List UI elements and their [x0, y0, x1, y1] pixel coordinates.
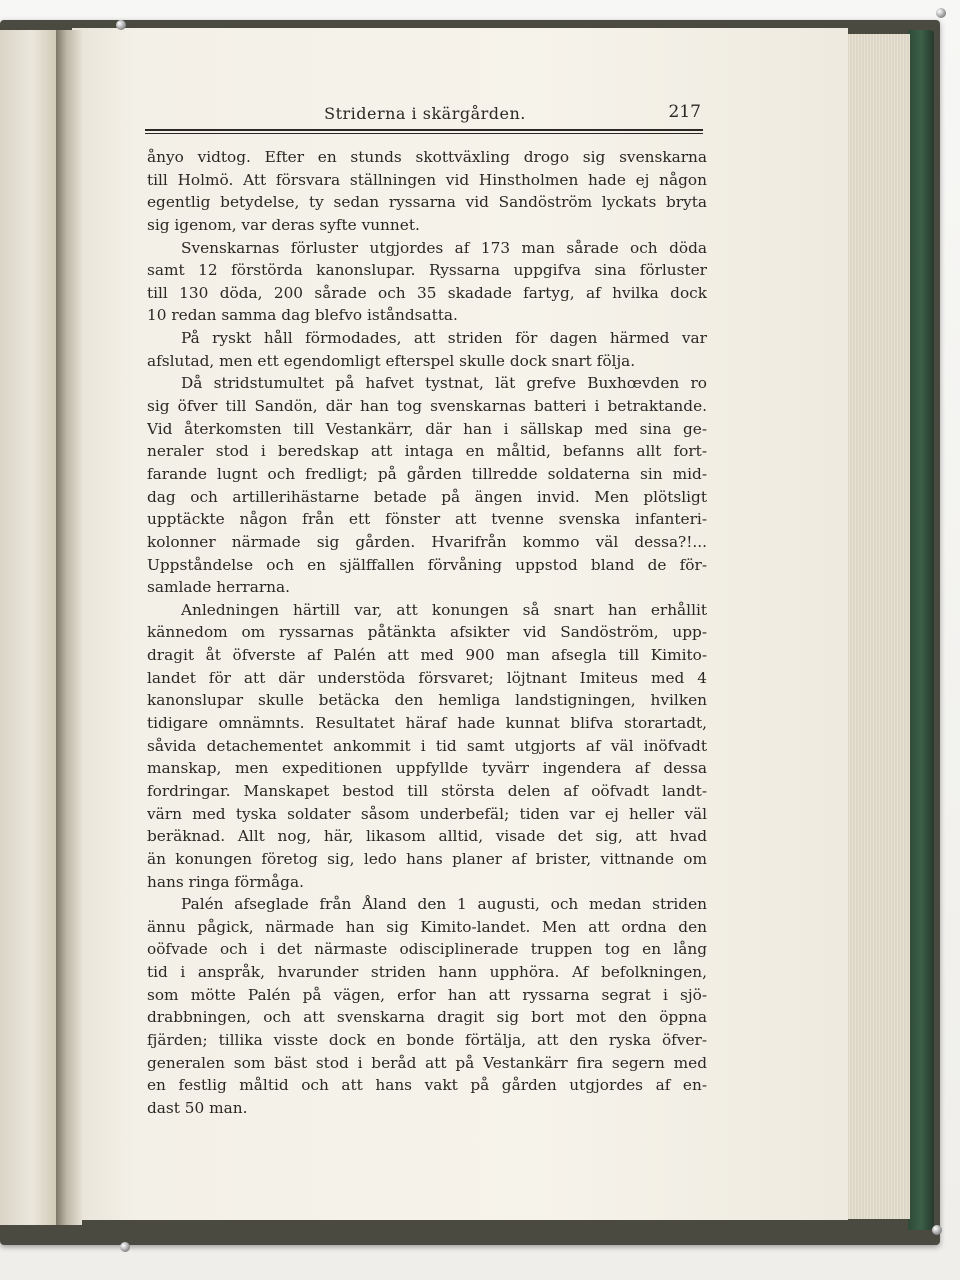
text-line: såvida detachementet ankommit i tid samt utgjorts af väl inöfvadt	[147, 736, 707, 755]
text-line: farande lugnt och fredligt; på gården tillredde soldaterna sin mid-	[147, 464, 707, 483]
pin-top-left	[116, 20, 126, 30]
book-gutter	[56, 30, 82, 1225]
body-text	[147, 146, 707, 1120]
text-line: Uppståndelse och en själffallen förvåning uppstod bland de för-	[147, 555, 707, 574]
text-line: upptäckte någon från ett fönster att tvenne svenska infanteri-	[147, 510, 707, 529]
text-line: Anledningen härtill var, att konungen så snart han erhållit	[181, 600, 707, 619]
text-line: generalen som bäst stod i beråd att på Vestankärr fira segern med	[147, 1053, 707, 1072]
text-line: kolonner närmade sig gården. Hvarifrån kommo väl dessa?!...	[147, 532, 707, 551]
text-line: ännu pågick, närmade han sig Kimito-landet. Men att ordna den	[147, 917, 707, 936]
text-line: oöfvade och i det närmaste odisciplinerade truppen tog en lång	[147, 940, 707, 959]
running-title: Striderna i skärgården.	[324, 104, 526, 123]
text-line: sig öfver till Sandön, där han tog svenskarnas batteri i betraktande.	[147, 397, 707, 416]
page-number: 217	[668, 102, 701, 122]
text-line: än konungen företog sig, ledo hans planer af brister, vittnande om	[147, 849, 707, 868]
text-line: dast 50 man.	[147, 1098, 248, 1117]
text-line: På ryskt håll förmodades, att striden för dagen härmed var	[181, 329, 707, 348]
text-line: ånyo vidtog. Efter en stunds skottväxling drogo sig svenskarna	[147, 148, 707, 166]
text-line: samlade herrarna.	[147, 578, 290, 597]
pin-bottom-left	[120, 1242, 130, 1252]
pin-bottom-right	[932, 1225, 942, 1235]
page-block-edges	[842, 34, 910, 1219]
text-line: landet för att där understöda försvaret; löjtnant Imiteus med 4	[147, 668, 707, 687]
text-line: tid i anspråk, hvarunder striden hann upphöra. Af befolkningen,	[147, 963, 707, 982]
text-line: samt 12 förstörda kanonslupar. Ryssarna uppgifva sina förluster	[147, 261, 707, 280]
text-line: hans ringa förmåga.	[147, 872, 304, 891]
header-rule-thick	[145, 129, 703, 131]
pin-top-right	[936, 8, 946, 18]
text-line: dragit åt öfverste af Palén att med 900 man afsegla till Kimito-	[147, 646, 707, 665]
text-line: kännedom om ryssarnas påtänkta afsikter vid Sandöström, upp-	[147, 623, 707, 642]
text-line: till Holmö. Att försvara ställningen vid Hinstholmen hade ej någon	[147, 170, 707, 189]
text-line: värn med tyska soldater såsom underbefäl; tiden var ej heller väl	[147, 804, 707, 823]
page-header	[145, 100, 705, 128]
text-line: tidigare omnämnts. Resultatet häraf hade kunnat blifva storartadt,	[147, 714, 707, 733]
text-line: dag och artillerihästarne betade på ängen invid. Men plötsligt	[147, 487, 707, 506]
text-line: kanonslupar skulle betäcka den hemliga landstigningen, hvilken	[147, 691, 707, 710]
text-line: Svenskarnas förluster utgjordes af 173 man sårade och döda	[181, 238, 707, 257]
text-line: till 130 döda, 200 sårade och 35 skadade fartyg, af hvilka dock	[147, 283, 707, 302]
left-page-edge	[0, 30, 58, 1225]
text-line: Vid återkomsten till Vestankärr, där han i sällskap med sina ge-	[147, 419, 707, 438]
text-line: neraler stod i beredskap att intaga en måltid, befanns allt fort-	[147, 442, 707, 461]
text-line: manskap, men expeditionen uppfyllde tyvärr ingendera af dessa	[147, 759, 707, 778]
green-cover-edge	[908, 30, 934, 1230]
text-line: fordringar. Manskapet bestod till största delen af oöfvadt landt-	[147, 781, 707, 800]
text-line: 10 redan samma dag blefvo iståndsatta.	[147, 306, 458, 325]
text-line: afslutad, men ett egendomligt efterspel skulle dock snart följa.	[147, 351, 636, 370]
header-rule-thin	[145, 133, 703, 134]
text-line: drabbningen, och att svenskarna dragit sig bort mot den öppna	[147, 1008, 707, 1027]
text-line: beräknad. Allt nog, här, likasom alltid, visade det sig, att hvad	[147, 827, 707, 846]
text-line: egentlig betydelse, ty sedan ryssarna vid Sandöström lyckats bryta	[147, 193, 707, 212]
text-line: en festlig måltid och att hans vakt på gården utgjordes af en-	[147, 1076, 707, 1095]
text-line: fjärden; tillika visste dock en bonde förtälja, att den ryska öfver-	[147, 1030, 707, 1049]
text-line: sig igenom, var deras syfte vunnet.	[147, 215, 420, 234]
text-line: som mötte Palén på vägen, erfor han att ryssarna segrat i sjö-	[147, 985, 707, 1004]
text-line: Då stridstumultet på hafvet tystnat, lät grefve Buxhœvden ro	[181, 374, 707, 393]
text-line: Palén afseglade från Åland den 1 augusti, och medan striden	[181, 895, 707, 914]
